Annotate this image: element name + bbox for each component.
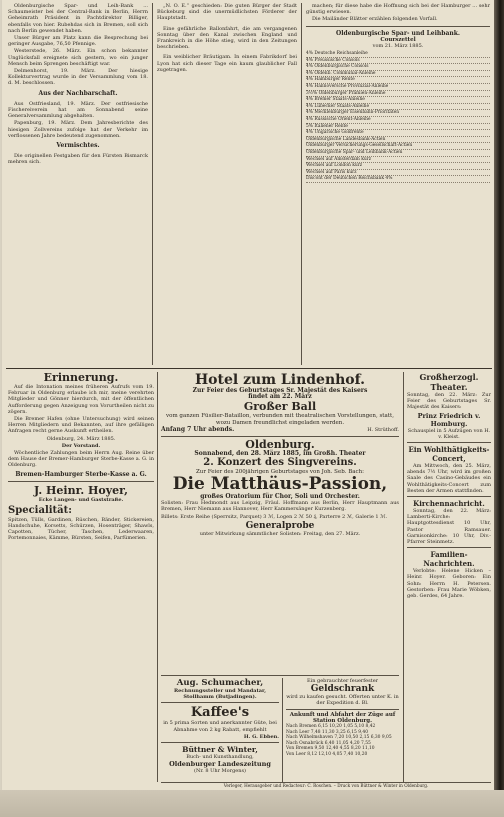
article-paragraph: Ein weiblicher Bräutigam. In einem Fabrikdorf bei Lyon hat sich dieser Tage ein kaum glaublicher Fall zugetragen. [157,54,297,73]
landes-sub: (Nr. 8 Uhr Morgens) [194,768,246,775]
concert-probe-line: unter Mitwirkung sämmtlicher Solisten: Freitag, den 27. März. [199,530,361,537]
hotel-ball: Großer Ball [243,400,317,414]
hotel-text: vom ganzen Füsilier-Bataillon, verbunden mit theatralischen Vorstellungen, statt, wozu Damen freundlichst eingeladen werden. [166,413,394,426]
spar-rate-row: 4% Hannoversche Provinzial-Anleihe [306,84,490,91]
landes-title: Oldenburger Landeszeitung [169,760,271,769]
ad-column-left [8,372,154,787]
concert-title: 2. Konzert des Singvereins. [203,456,357,468]
article-paragraph: Die Mailänder Blätter erzählen folgenden Vorfall. [312,16,438,23]
concert-date: Sonnabend, den 28. März 1885, im Großh. Theater [194,449,366,457]
concert-soloists: Solisten: Frau Hedmondt aus Leipzig, Fräul. Hoffmann aus Berlin, Herr Hauptmann aus Bremen, Herr Niemann aus Hannover, Herr Kammersänger Kurzenberg. [161,500,399,513]
spar-rate-row: Wechsel auf Paris kurz [306,170,490,177]
spar-title: Oldenburgische Spar- und Leihbank. [336,29,460,37]
section-heading: Aus der Nachbarschaft. [38,89,118,97]
sterbekasse-footer: Bremen-Hamburger Sterbe-Kasse a. G. [15,470,147,478]
spar-rate-row: Discont der Deutschen Reichsbank 4% [306,176,490,183]
train-row: Von Bremen 9,50 12,40 4,55 8,20 11,10 [286,746,375,752]
article-paragraph: Eine gefährliche Ballonfahrt, die am vergangenen Sonntag über den Kanal zwischen England und Frankreich in die Höhe stieg, wird in den Zeitungen beschrieben. [157,25,297,51]
article-paragraph: Papenburg, 19. März. Dem Jahresberichte des hiesigen Zollvereins zufolge hat der Verkehr im verflossenen Jahre bedeutend zugenommen. [8,120,148,139]
ad-column-right [407,372,491,787]
train-row: Von Leer 8,12 12,10 4,05 7,40 10,20 [286,751,368,757]
concert-sub: großes Oratorium für Chor, Soli und Orchester. [200,493,360,501]
schumacher-name: Aug. Schumacher, [176,678,264,688]
spar-rate-row: 4% Russische Orient-Anleihe [306,117,490,124]
ad-text: Die Bremer Hafen (ohne Untersuchung) wird seinen Herren Mitgliedern und Bekannten, auf ihre gefälligen Anfragen recht gerne Auskunft ertheilen. [8,416,154,435]
kaffee-title: Kaffee's [190,705,250,721]
concert-work: Die Matthäus-Passion, [172,474,388,495]
spar-rate-row: 4% Ungarische Goldrente [306,130,490,137]
ad-column-center-left [161,678,279,788]
concert-occasion: Zur Feier des 200jährigen Geburtstages von Joh. Seb. Bach: [195,468,365,475]
spar-rate-row: 4% Deutsche Reichsanleihe [306,51,490,58]
hotel-time: Anfang 7 Uhr abends. [161,426,235,434]
prinz-title: Prinz Friedrich v. Homburg. [417,411,481,428]
ad-text: Wöchentliche Zahlungen beim Herrn Aug. Reine über dem Hause der Bremer-Hamburger Sterbe-Kasse a. G. in Oldenburg. [8,450,154,469]
geldschrank-title: Geldschrank [310,684,375,695]
spar-rate-row: Wechsel auf London kurz [306,163,490,170]
imprint: Verleger, Herausgeber und Redacteur: C. Roschen. – Druck von Büttner & Winter in Oldenburg. [223,783,429,788]
kirch-body: Sonntag, den 22. März: Lamberti-Kirche: Hauptgottesdienst 10 Uhr, Pastor Ramsauer. Garnisonkirche: 10 Uhr, Div.-Pfarrer Steinmetz. [407,508,491,546]
hotel-title: Hotel zum Lindenhof. [194,372,366,388]
hotel-signature: H. Strüthoff. [367,427,399,434]
spar-rate-row: 4% Preussische Consols [306,58,490,65]
scan-bottom-margin [0,790,504,817]
spar-rate-row: Oldenburger Versicherungs-Gesellschaft-Actien [306,143,490,150]
spar-rate-row: Wechsel auf Amsterdam kurz [306,157,490,164]
article-paragraph: „N. O. E.“ geschieden: Die guten Bürger der Stadt Bückeburg sind die unermüdlichsten Förderer der Hauptstadt. [157,3,297,22]
spar-rate-row: 4% Mecklenburger Eisenbahn-Prioritäten [306,110,490,117]
hoyer-name: J. Heinr. Hoyer, [34,483,128,497]
article-paragraph: Die originellen Festgaben für den Fürsten Bismarck mehren sich. [8,153,148,166]
buettner-sub: Buch- und Kunsthandlung, [186,754,254,761]
column-2 [157,3,297,368]
spar-rate-row: 4% Oldenb. Communal-Anleihe [306,71,490,78]
article-paragraph: Oldenburgische Spar- und Leih-Bank ... Schaumeister bei der Central-Bank in Berlin, Herrn Geheimrath Präsident in Pachtdirektor Billiger, ebenfalls von hier. Rubehdas sich in Bremen, soll sich nach Berlin gewendet haben. [8,3,148,34]
spar-rate-row: 4% Lübecker Staats-Anleihe [306,104,490,111]
geldschrank-body: wird zu kaufen gesucht. Offerten unter K. in der Expedition d. Bl. [286,694,399,707]
spar-rate-row: 3½% Oldenburger Prämien-Anleihe [306,91,490,98]
theater-title: Großherzogl. Theater. [419,372,479,392]
spar-rate-row: 5% Italiener Rente [306,124,490,131]
schumacher-body: Rechnungssteller und Mandatar, Stollhamm (Butjadingen). [173,688,267,701]
column-1 [8,3,148,368]
hotel-line: Zur Feier des Geburtstages Sr. Majestät des Kaisers [192,387,368,394]
ad-column-center [161,372,399,672]
hoyer-address: Ecke Langen- und Gaststraße. [38,496,124,503]
spar-rate-row: Oldenburgische Landesbank-Actien [306,137,490,144]
kaffee-seller: H. G. Ebben. [243,733,279,740]
ad-date: Oldenburg, 24. März 1885. [46,435,116,442]
ad-signature: Der Vorstand. [61,442,101,449]
fam-body: Verlobte: Helene Hicken – Heinr. Hoyer. Geboren: Ein Sohn: Herrn H. Petersen. Gestorben: Frau Marie Wöbken, geb. Gerdes, 64 Jahre. [407,568,491,600]
kirch-title: Kirchennachricht. [413,499,485,509]
concert-city: Oldenburg. [245,437,315,451]
train-table [286,724,399,758]
hotel-line: findet am 22. März [248,393,312,401]
spar-rate-row: 4% Bremer Staats-Anleihe [306,97,490,104]
ad-column-center-right [286,678,399,788]
spar-date: vom 21. März 1885. [372,42,424,49]
spar-rates-table [306,51,490,183]
kaffee-body: in 5 prima Sorten und anerkannter Güte, bei Abnahme von 2 kg Rabatt, empfiehlt [163,720,277,733]
article-paragraph: Delmenhorst, 19. März. Der hiesige Kollekturvertrag wurde in der Versammlung vom 18. d. M. beschlossen. [8,68,148,87]
article-paragraph: Westerstede, 26. März. Ein schon bekannter Unglücksfall ereignete sich gestern, wo ein junger Mensch beim Sprengen beschäftigt war. [8,48,148,67]
book-spine [494,0,504,817]
buettner-name: Büttner & Winter, [182,745,258,755]
geldschrank-intro: Ein gebrauchter feuerfester [306,678,379,684]
column-3 [306,3,490,368]
section-heading: Vermischtes. [56,142,100,150]
theater-body: Sonntag, den 22. März: Zur Feier des Geburtstages Sr. Majestät des Kaisers: [407,392,491,411]
wohl-title: Ein Wohlthätigkeits-Concert, [408,445,490,464]
train-row: Nach Leer 7,48 11,30 3,25 6,15 9,40 [286,729,369,735]
concert-tickets: Billets: Erste Reihe (Sperrsitz, Parquet) 3 ℳ, Logen 2 ℳ 50 ₰, Parterre 2 ℳ, Galerie 1 ℳ. [161,513,388,520]
article-paragraph: Aus Ostfriesland, 19. März. Der ostfriesische Fischereiverein hat am Sonnabend seine Generalversammlung abgehalten. [8,100,148,120]
spar-subtitle: Courszettel [380,36,416,43]
wohl-body: Am Mittwoch, den 25. März, abends 7½ Uhr, wird im großen Saale des Casino-Gebäudes ein Wohlthätigkeits-Concert zum Besten der Armen stattfinden. [407,463,491,494]
ad-text: Spitzen, Tülls, Gardinen, Rüschen, Bänder, Stickereien, Handschuhe, Korsetts, Schürzen, Hosenträger, Shawls, Capotten, Tücher, Taschen, Lederwaaren, Portemonnaies, Kämme, Bürsten, Seifen, Parfümerien. [8,516,154,542]
train-row: Nach Bremen 6,15 10,20 1,05 5,10 8,42 [286,724,376,730]
erinnerung-title: Erinnerung. [43,371,119,384]
prinz-body: Schauspiel in 5 Aufzügen von H. v. Kleist. [407,427,491,440]
spar-rate-row: Oldenburgische Spar- und Leihbank-Actien [306,150,490,157]
newspaper-page [2,0,494,790]
train-row: Nach Osnabrück 6,40 11,05 4,20 7,55 [286,740,371,746]
train-row: Nach Wilhelmshaven 7,20 10,50 2,15 6,30 9,05 [286,735,392,741]
article-paragraph: machen; für diese habe die Hoffnung sich bei der Hamburger ... sehr günstig erwiesen. [306,3,490,16]
fam-title: Familien-Nachrichten. [423,550,475,569]
spar-rate-row: 4% Hamburger Rente [306,77,490,84]
hoyer-special: Specialität: [8,504,72,516]
concert-probe: Generalprobe [245,520,315,531]
spar-rate-row: 4% Oldenburgische Consols [306,64,490,71]
train-title: Ankunft und Abfahrt der Züge auf Station Oldenburg. [289,711,396,724]
ad-text: Auf die Intonation meines früheren Aufrufs vom 19. Februar in Oldenburg erlaube ich mir, meine verehrten Mitglieder und Gönner hierdurch, mit der öffentlichen Aufforderung gegen Anzeigung von Vorurtheilen nicht zu zögern. [8,384,154,415]
article-paragraph: Unser Bürger am Platz kann die Besprechung bei geringer Ausgabe, 76,50 Pfennige. [8,35,148,48]
